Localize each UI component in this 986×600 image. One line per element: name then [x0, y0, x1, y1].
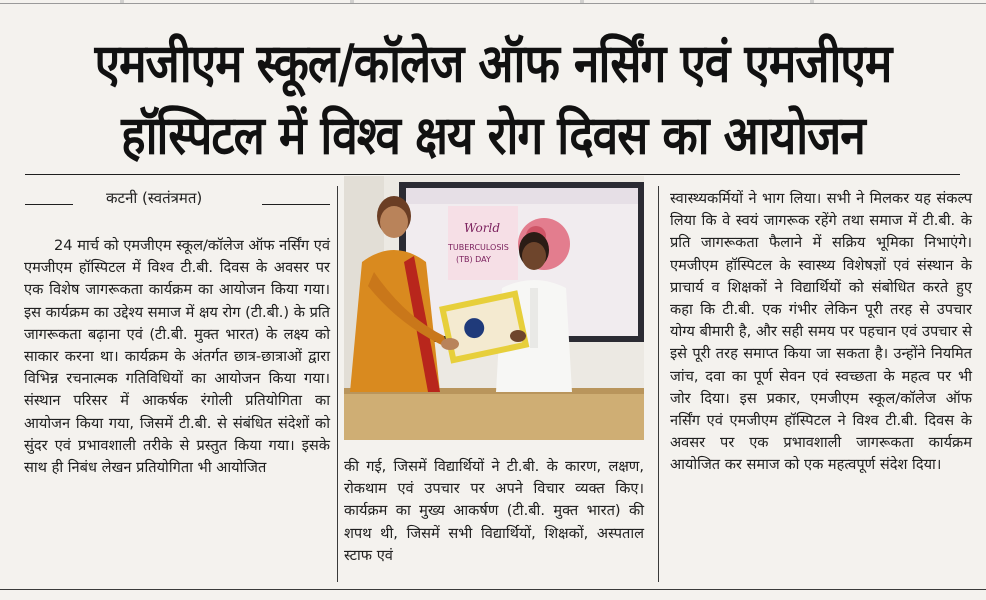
- bottom-rule: [0, 589, 986, 590]
- screen-tb-text: TUBERCULOSIS: [448, 243, 509, 252]
- dateline: कटनी (स्वतंत्रमत): [106, 189, 203, 207]
- article-column-3: स्वास्थ्यकर्मियों ने भाग लिया। सभी ने मिलकर यह संकल्प लिया कि वे स्वयं जागरूक रहेंगे तथा समाज में टी.बी. के प्रति जागरूकता फैलाने में सक्रिय भूमिका निभाएंगे। एमजीएम हॉस्पिटल के स्वास्थ्य विशेषज्ञों एवं संस्थान के प्राचार्य व शिक्षकों ने विद्यार्थियों को संबोधित करते हुए कहा कि टी.बी. एक गंभीर लेकिन पूरी तरह से उपचार योग्य बीमारी है, और सही समय पर पहचान एवं उपचार से इसे पूरी तरह समाप्त किया जा सकता है। उन्होंने नियमित जांच, दवा का पूर्ण सेवन एवं स्वच्छता के महत्व पर भी जोर दिया। इस प्रकार, एमजीएम स्कूल/कॉलेज ऑफ नर्सिंग एवं एमजीएम हॉस्पिटल ने विश्व टी.बी. दिवस के अवसर पर एक प्रभावशाली जागरूकता कार्यक्रम आयोजित कर समाज को एक महत्वपूर्ण संदेश दिया।: [670, 190, 972, 474]
- top-rule: [0, 3, 986, 4]
- column-divider-2: [658, 186, 659, 582]
- headline-line-2: हॉस्पिटल में विश्व क्षय रोग दिवस का आयोजन: [121, 103, 865, 167]
- screen-world-text: World: [464, 221, 500, 235]
- screen-day-text: (TB) DAY: [456, 255, 491, 264]
- article-column-1: 24 मार्च को एमजीएम स्कूल/कॉलेज ऑफ नर्सिंग एवं एमजीएम हॉस्पिटल में विश्व टी.बी. दिवस के अवसर पर एक विशेष जागरूकता कार्यक्रम का आयोजन किया गया। इस कार्यक्रम का उद्देश्य समाज में क्षय रोग (टी.बी.) के प्रति जागरूकता बढ़ाना एवं (टी.बी. मुक्त भारत) के लक्ष्य को साकार करना था। कार्यक्रम के अंतर्गत छात्र-छात्राओं द्वारा विभिन्न रचनात्मक गतिविधियों का आयोजन किया गया। संस्थान परिसर में आकर्षक रंगोली प्रतियोगिता का आयोजन किया गया, जिसमें टी.बी. से संबंधित संदेशों को सुंदर एवं प्रभावशाली तरीके से प्रस्तुत किया गया। इसके साथ ही निबंध लेखन प्रतियोगिता भी आयोजित: [24, 237, 330, 477]
- dateline-left-rule: [25, 204, 73, 205]
- event-photo: [344, 176, 644, 440]
- article-column-2: की गई, जिसमें विद्यार्थियों ने टी.बी. के कारण, लक्षण, रोकथाम एवं उपचार पर अपने विचार व्यक्त किए। कार्यक्रम का मुख्य आकर्षण (टी.बी. मुक्त भारत) की शपथ थी, जिसमें सभी विद्यार्थियों, शिक्षकों, अस्पताल स्टाफ एवं: [344, 458, 644, 564]
- headline-divider: [25, 174, 960, 175]
- column-divider-1: [337, 186, 338, 582]
- dateline-right-rule: [262, 204, 330, 205]
- headline-line-1: एमजीएम स्कूल/कॉलेज ऑफ नर्सिंग एवं एमजीएम: [94, 31, 892, 95]
